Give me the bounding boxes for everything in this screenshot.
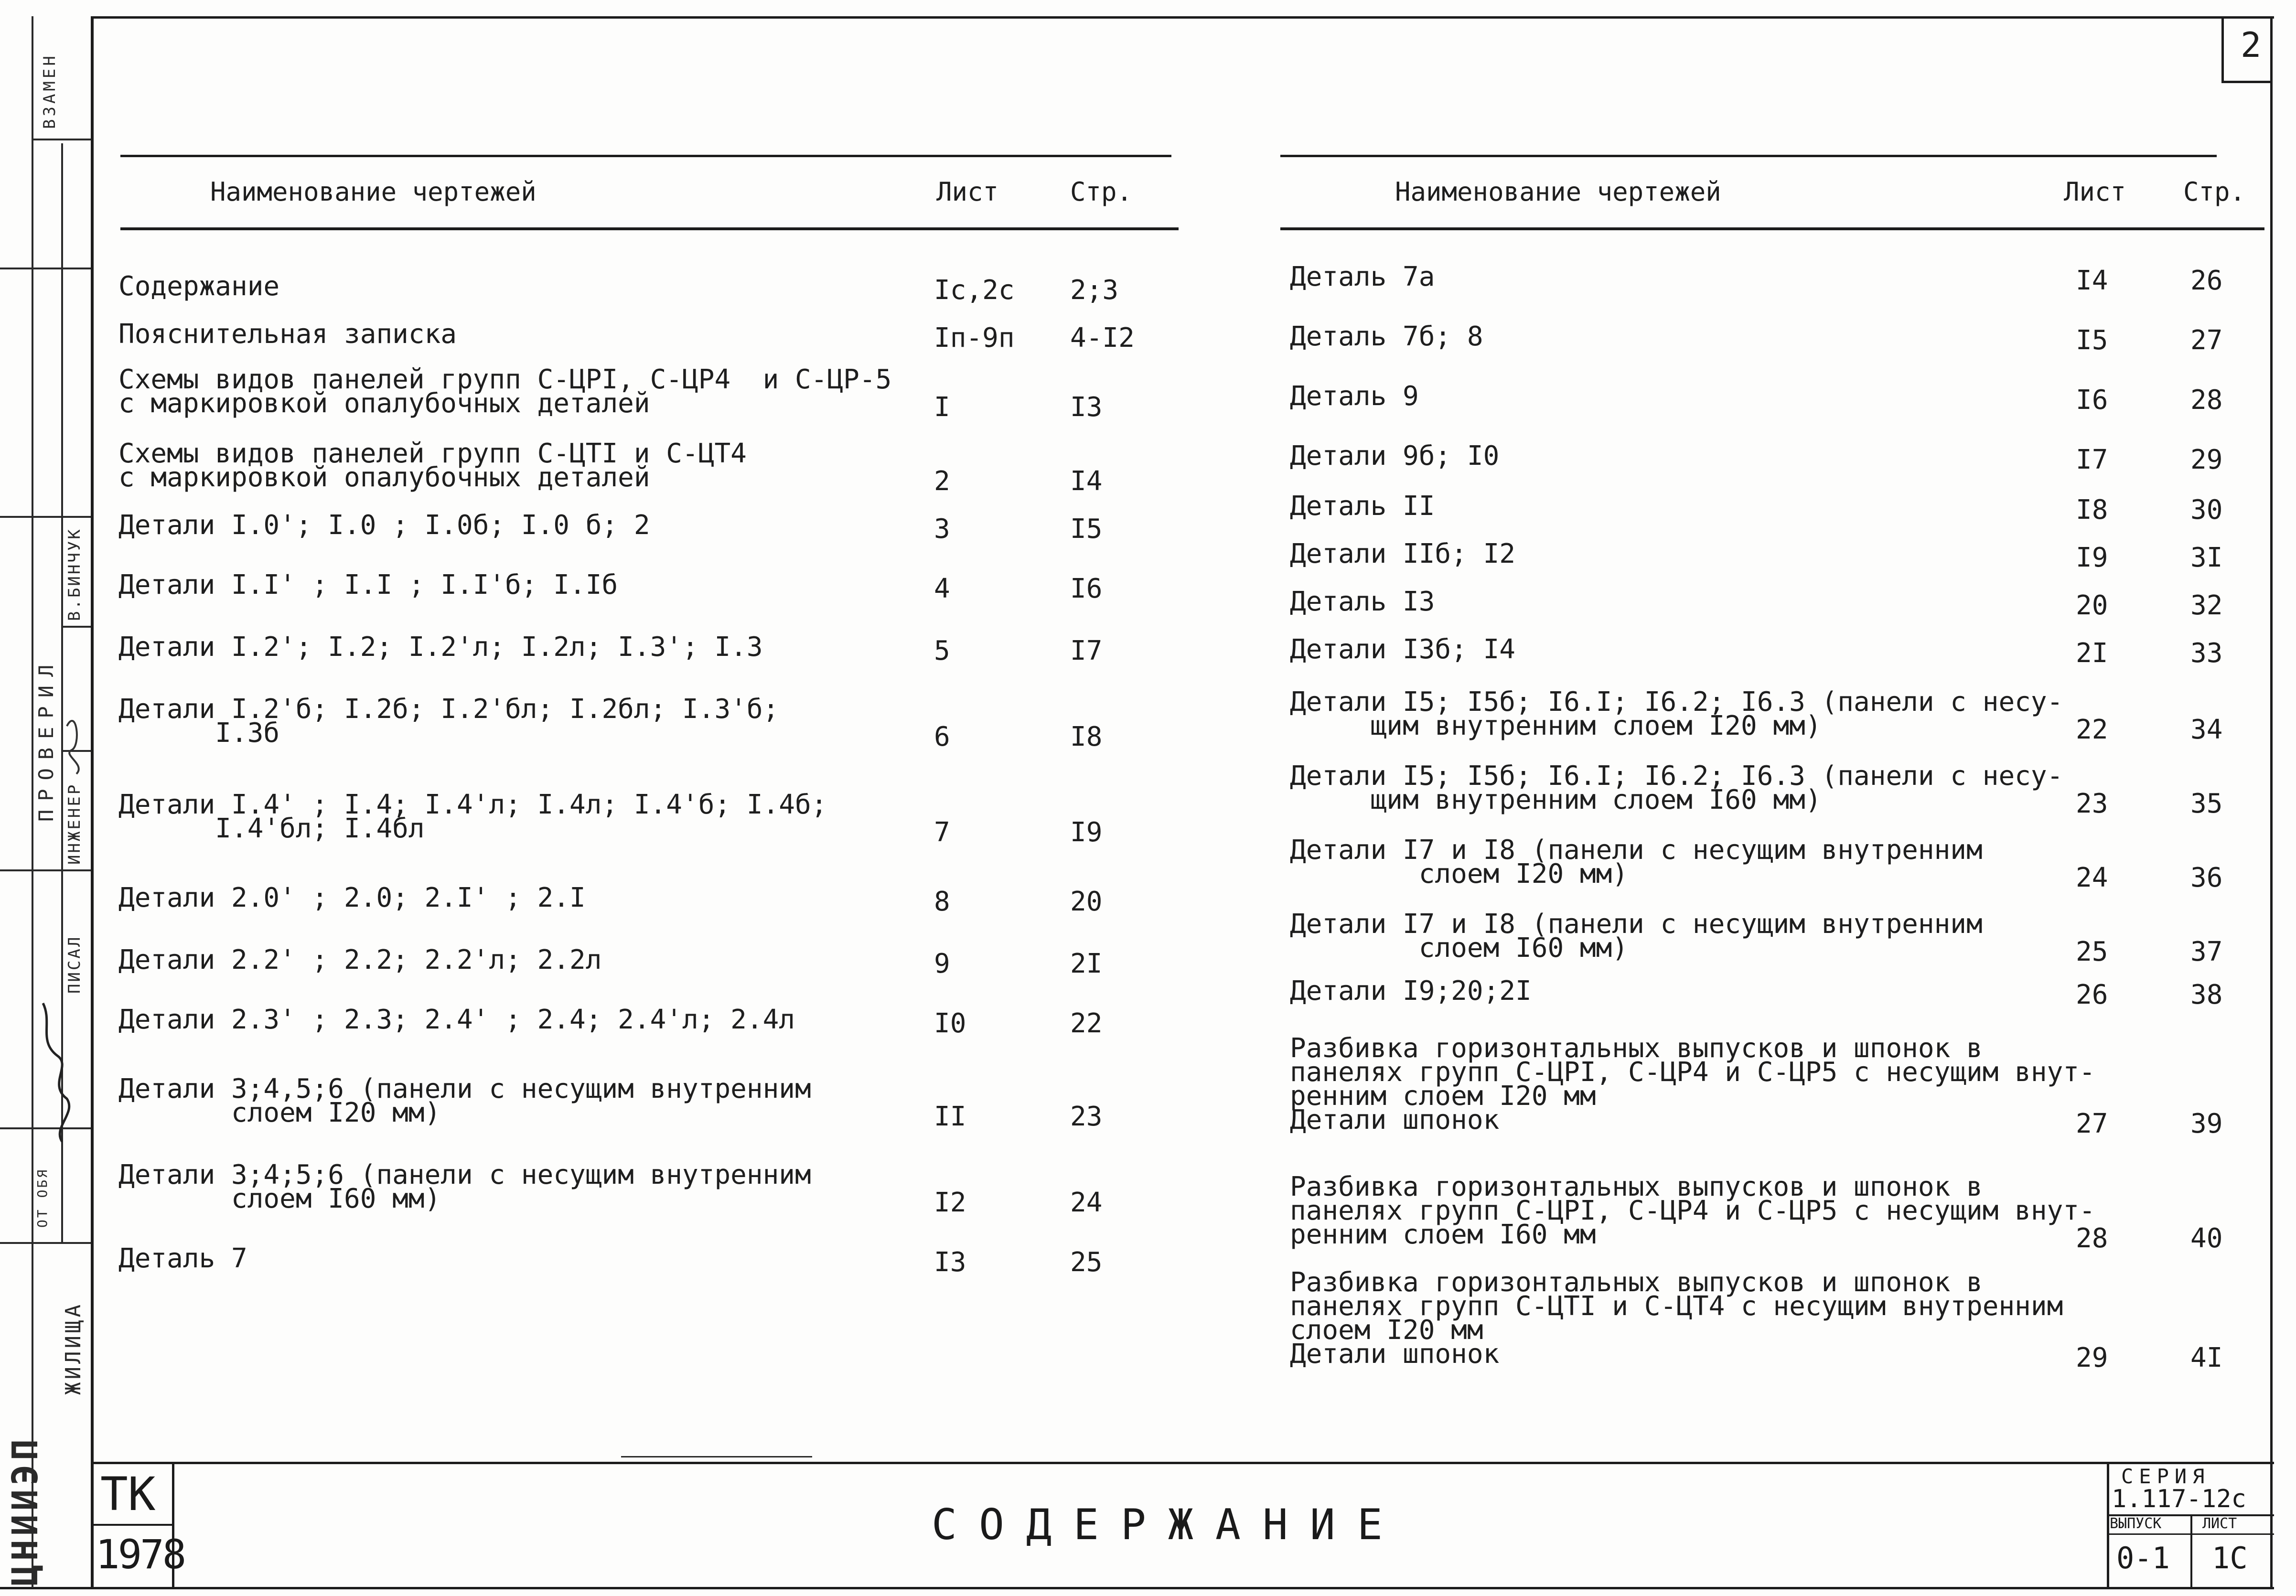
left-table-row-title-line: Схемы видов панелей групп С-ЦРI, С-ЦР4 и С-ЦР-5	[118, 364, 892, 395]
right-table-row-sheet: 27	[2076, 1108, 2108, 1139]
left-table-row-page: I8	[1070, 721, 1103, 752]
left-header-name: Наименование чертежей	[210, 177, 536, 207]
issue-value: 0-1	[2116, 1541, 2170, 1575]
right-table-row-title-line: Разбивка горизонтальных выпусков и шпонок в	[1290, 1171, 1983, 1202]
right-table-row-sheet: 26	[2076, 979, 2108, 1010]
left-table-row-page: 22	[1070, 1008, 1103, 1039]
right-table-row-title-line: панелях групп С-ЦРI, С-ЦР4 и С-ЦР5 с несущим внут-	[1290, 1195, 2095, 1226]
right-header-page: Стр.	[2183, 177, 2246, 207]
right-header-name: Наименование чертежей	[1395, 177, 1721, 207]
sheet-title: СОДЕРЖАНИЕ	[932, 1500, 1405, 1549]
left-table-row-sheet: Iп-9п	[934, 322, 1015, 353]
right-table-row-title-line: щим внутренним слоем I60 мм)	[1290, 784, 1822, 815]
year: 1978	[96, 1531, 185, 1578]
right-table-row-title-line: Деталь I3	[1290, 586, 1435, 617]
left-table-row-title-line: Детали 2.0' ; 2.0; 2.I' ; 2.I	[118, 882, 586, 913]
series-value: 1.117-12с	[2112, 1485, 2246, 1513]
left-table-row-sheet: 8	[934, 886, 950, 917]
left-table-row-title-line: с маркировкой опалубочных деталей	[118, 462, 650, 493]
right-table-row-page: 28	[2190, 385, 2223, 416]
left-table-row-sheet: I0	[934, 1008, 966, 1039]
left-table-row-page: 20	[1070, 886, 1103, 917]
left-table-row-page: 23	[1070, 1101, 1103, 1132]
right-table-row-title-line: слоем I60 мм)	[1290, 932, 1629, 964]
left-table-row-title-line: Детали 2.3' ; 2.3; 2.4' ; 2.4; 2.4'л; 2.4л	[118, 1004, 795, 1035]
right-table-row-sheet: I7	[2076, 444, 2108, 475]
strip-ob: ОТ ОБЯ	[34, 1168, 50, 1228]
left-table-row-sheet: 3	[934, 514, 950, 545]
right-table-row-sheet: I5	[2076, 325, 2108, 356]
right-table-row-sheet: 2I	[2076, 638, 2108, 669]
right-table-row-title-line: Детали I7 и I8 (панели с несущим внутренним	[1290, 835, 1983, 866]
right-table-row-title-line: Деталь II	[1290, 491, 1435, 522]
left-table-row-page: 24	[1070, 1187, 1103, 1218]
frame-top	[91, 16, 2274, 19]
strip-proveril: ПРОВЕРИЛ	[34, 656, 58, 822]
right-table-row-page: 30	[2190, 494, 2223, 525]
right-table-header-rule	[1280, 227, 2264, 230]
left-table-row-title-line: слоем I60 мм)	[118, 1183, 441, 1214]
left-table-row-title-line: слоем I20 мм)	[118, 1097, 441, 1128]
right-table-row-title-line: Деталь 7б; 8	[1290, 321, 1483, 352]
sheet-value: 1С	[2212, 1541, 2248, 1575]
left-table-row-page: I7	[1070, 635, 1103, 666]
sheet-label: ЛИСТ	[2202, 1515, 2237, 1532]
left-table-row-title-line: Детали 3;4,5;6 (панели с несущим внутренним	[118, 1073, 811, 1104]
left-table-row-page: I3	[1070, 392, 1103, 423]
right-table-row-page: 36	[2190, 862, 2223, 893]
right-table-row-title-line: Разбивка горизонтальных выпусков и шпонок в	[1290, 1267, 1983, 1298]
right-table-row-title-line: панелях групп С-ЦТI и С-ЦТ4 с несущим внутренним	[1290, 1291, 2063, 1322]
left-table-row-title-line: Детали I.2'б; I.2б; I.2'бл; I.2бл; I.3'б;	[118, 694, 779, 725]
left-table-row-page: I6	[1070, 573, 1103, 604]
org-code: ТК	[100, 1467, 156, 1521]
strip-logo: ЦНИИЭП	[5, 1435, 46, 1586]
signature-marks	[33, 525, 91, 1194]
right-table-row-sheet: 24	[2076, 862, 2108, 893]
right-table-row-sheet: 23	[2076, 788, 2108, 819]
issue-label: ВЫПУСК	[2110, 1515, 2162, 1532]
strip-divider-2	[0, 268, 91, 269]
right-table-row-sheet: 25	[2076, 936, 2108, 967]
right-table-row-title-line: Детали I5; I5б; I6.I; I6.2; I6.3 (панели с несу-	[1290, 761, 2063, 792]
strip-name: В.БИНЧУК	[65, 527, 84, 621]
left-table-row-title-line: Детали I.2'; I.2; I.2'л; I.2л; I.3'; I.3	[118, 632, 763, 663]
right-table-top-rule	[1280, 155, 2217, 157]
right-table-row-page: 38	[2190, 979, 2223, 1010]
left-table-row-page: 2;3	[1070, 275, 1119, 306]
title-block-dash	[621, 1456, 812, 1457]
right-table-row-page: 39	[2190, 1108, 2223, 1139]
right-table-row-title-line: ренним слоем I60 мм	[1290, 1219, 1596, 1250]
right-table-row-page: 34	[2190, 714, 2223, 745]
left-table-row-page: I5	[1070, 514, 1103, 545]
left-table-row-sheet: I2	[934, 1187, 966, 1218]
frame-left	[91, 16, 94, 1588]
title-block-right-divider	[2107, 1462, 2109, 1588]
right-table-row-title-line: Разбивка горизонтальных выпусков и шпонок в	[1290, 1033, 1983, 1064]
left-table-row-sheet: 7	[934, 817, 950, 848]
right-table-row-page: 27	[2190, 325, 2223, 356]
left-table-row-title-line: Содержание	[118, 271, 280, 302]
title-block-sheet-divider	[2190, 1514, 2192, 1588]
strip-zhilishcha: ЖИЛИЩА	[61, 1302, 86, 1395]
right-table-row-page: 33	[2190, 638, 2223, 669]
right-table-row-title-line: Детали I9;20;2I	[1290, 975, 1532, 1007]
strip-inzhener: ИНЖЕНЕР	[65, 782, 84, 865]
right-table-row-title-line: Детали 9б; I0	[1290, 440, 1500, 471]
right-table-row-title-line: слоем I20 мм)	[1290, 858, 1629, 889]
left-header-page: Стр.	[1070, 177, 1133, 207]
left-header-sheet: Лист	[936, 177, 999, 207]
right-table-row-title-line: Детали I7 и I8 (панели с несущим внутренним	[1290, 909, 1983, 940]
left-table-row-sheet: 9	[934, 948, 950, 979]
strip-zamen: ВЗАМЕН	[40, 53, 59, 129]
right-table-row-title-line: Детали шпонок	[1290, 1104, 1500, 1135]
right-table-row-sheet: 29	[2076, 1342, 2108, 1373]
right-table-row-title-line: Детали I3б; I4	[1290, 634, 1516, 665]
left-table-row-title-line: Детали I.4' ; I.4; I.4'л; I.4л; I.4'б; I.4б;	[118, 789, 827, 820]
right-table-row-page: 26	[2190, 265, 2223, 296]
left-table-row-page: I9	[1070, 817, 1103, 848]
title-block-top-rule	[91, 1462, 2274, 1464]
left-table-row-title-line: Детали I.0'; I.0 ; I.0б; I.0 б; 2	[118, 510, 650, 541]
left-table-header-rule	[120, 227, 1179, 230]
right-table-row-title-line: щим внутренним слоем I20 мм)	[1290, 710, 1822, 741]
corner-number: 2	[2241, 25, 2262, 65]
left-table-row-page: 4-I2	[1070, 322, 1135, 353]
left-table-row-sheet: 5	[934, 635, 950, 666]
title-block-org-mid	[91, 1524, 174, 1526]
left-table-row-sheet: I	[934, 392, 950, 423]
right-table-row-title-line: ренним слоем I20 мм	[1290, 1081, 1596, 1112]
left-table-row-sheet: I3	[934, 1247, 966, 1278]
left-table-top-rule	[120, 155, 1171, 157]
left-table-row-sheet: 2	[934, 466, 950, 497]
title-block-label-rule	[2107, 1533, 2274, 1535]
strip-pisal: ПИСАЛ	[65, 935, 84, 994]
left-table-row-title-line: Деталь 7	[118, 1243, 247, 1274]
right-table-row-page: 4I	[2190, 1342, 2223, 1373]
right-table-row-title-line: Деталь 7а	[1290, 261, 1435, 292]
strip-divider-1	[32, 139, 91, 140]
right-table-row-sheet: I6	[2076, 385, 2108, 416]
right-table-row-title-line: Детали шпонок	[1290, 1339, 1500, 1370]
right-header-sheet: Лист	[2064, 177, 2126, 207]
left-table-row-title-line: I.3б	[118, 718, 280, 749]
left-table-row-title-line: Детали I.I' ; I.I ; I.I'б; I.Iб	[118, 569, 618, 600]
right-table-row-title-line: Деталь 9	[1290, 381, 1419, 412]
right-table-row-title-line: Детали IIб; I2	[1290, 538, 1516, 569]
left-table-row-sheet: 4	[934, 573, 950, 604]
right-table-row-page: 37	[2190, 936, 2223, 967]
right-table-row-page: 32	[2190, 590, 2223, 621]
right-table-row-sheet: I8	[2076, 494, 2108, 525]
right-table-row-title-line: панелях групп С-ЦРI, С-ЦР4 и С-ЦР5 с несущим внут-	[1290, 1057, 2095, 1088]
right-table-row-title-line: Детали I5; I5б; I6.I; I6.2; I6.3 (панели с несу-	[1290, 686, 2063, 718]
frame-right	[2270, 16, 2273, 1588]
right-table-row-title-line: слоем I20 мм	[1290, 1315, 1483, 1346]
right-table-row-page: 3I	[2190, 542, 2223, 573]
right-table-row-sheet: 20	[2076, 590, 2108, 621]
left-table-row-title-line: Детали 3;4;5;6 (панели с несущим внутренним	[118, 1159, 811, 1190]
left-table-row-sheet: 6	[934, 721, 950, 752]
left-table-row-page: I4	[1070, 466, 1103, 497]
right-table-row-sheet: I9	[2076, 542, 2108, 573]
strip-divider-6	[0, 1242, 91, 1244]
series-label: СЕРИЯ	[2121, 1465, 2210, 1488]
left-table-row-title-line: Схемы видов панелей групп С-ЦТI и С-ЦТ4	[118, 438, 747, 469]
frame-bottom	[0, 1587, 2274, 1589]
strip-divider-3	[0, 516, 91, 518]
right-table-row-sheet: 22	[2076, 714, 2108, 745]
right-table-row-page: 29	[2190, 444, 2223, 475]
left-table-row-title-line: Пояснительная записка	[118, 319, 457, 350]
left-table-row-page: 2I	[1070, 948, 1103, 979]
left-table-row-title-line: с маркировкой опалубочных деталей	[118, 388, 650, 419]
right-table-row-page: 40	[2190, 1223, 2223, 1254]
left-table-row-title-line: I.4'бл; I.4бл	[118, 813, 425, 844]
left-table-row-sheet: II	[934, 1101, 966, 1132]
left-table-row-sheet: Iс,2с	[934, 275, 1015, 306]
right-table-row-sheet: I4	[2076, 265, 2108, 296]
left-table-row-title-line: Детали 2.2' ; 2.2; 2.2'л; 2.2л	[118, 944, 602, 975]
left-table-row-page: 25	[1070, 1247, 1103, 1278]
right-table-row-page: 35	[2190, 788, 2223, 819]
right-table-row-sheet: 28	[2076, 1223, 2108, 1254]
